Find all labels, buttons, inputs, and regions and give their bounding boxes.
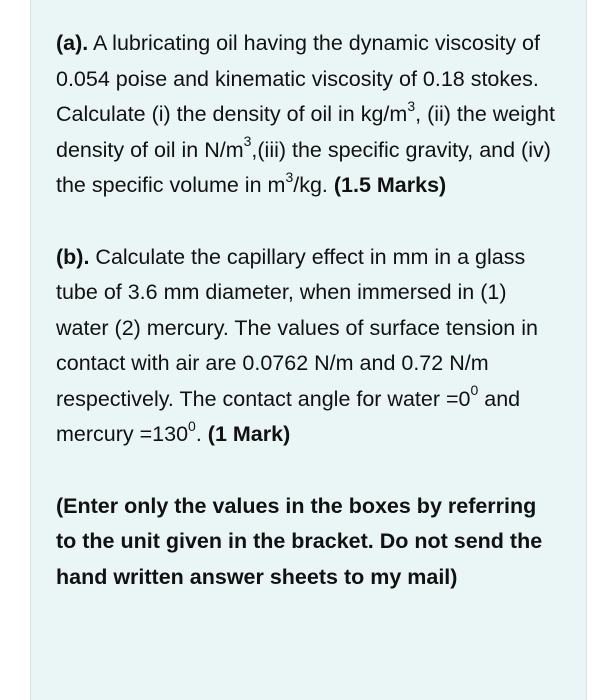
part-a-superscript-3: 3 (285, 168, 294, 185)
spacer (56, 204, 556, 240)
part-a-text-2: , (ii) the weight density of oil in N/m (56, 102, 555, 162)
part-a-marks: (1.5 Marks) (333, 173, 447, 197)
part-a-text-1: A lubricating oil having the dynamic viscosity of 0.054 poise and kinematic viscosity of 0.18 stokes. Calculate (i) the density of oil in kg/m (56, 31, 540, 126)
spacer (56, 453, 556, 489)
part-b-superscript-2: 0 (188, 417, 196, 434)
instruction-note: (Enter only the values in the boxes by referring to the unit given in the bracket. Do not send the hand written answer sheets to my mail) (56, 493, 543, 589)
part-a-superscript-2: 3 (243, 133, 252, 150)
part-b-superscript-1: 0 (470, 382, 479, 399)
part-b-text-1: Calculate the capillary effect in mm in a glass tube of 3.6 mm diameter, when immersed in (1) water (2) mercury. The values of surface tension in contact with air are 0.0762 N/m and 0.72 N/m respectively. The contact angle for water =0 (56, 244, 538, 411)
part-b-label: (b). (56, 244, 90, 269)
part-b-text-2: and mercury =130 (56, 386, 521, 446)
part-b-text-3: . (195, 422, 208, 446)
part-a-text-3: ,(iii) the specific gravity, and (iv) the specific volume in m (56, 137, 551, 197)
part-b-question (56, 240, 556, 453)
part-a-label: (a). (56, 31, 89, 55)
question-content (56, 26, 556, 595)
part-b-marks: (1 Mark) (207, 422, 291, 446)
part-a-question (56, 26, 556, 204)
part-a-superscript-1: 3 (407, 97, 416, 114)
part-a-text-4: /kg. (293, 173, 334, 197)
